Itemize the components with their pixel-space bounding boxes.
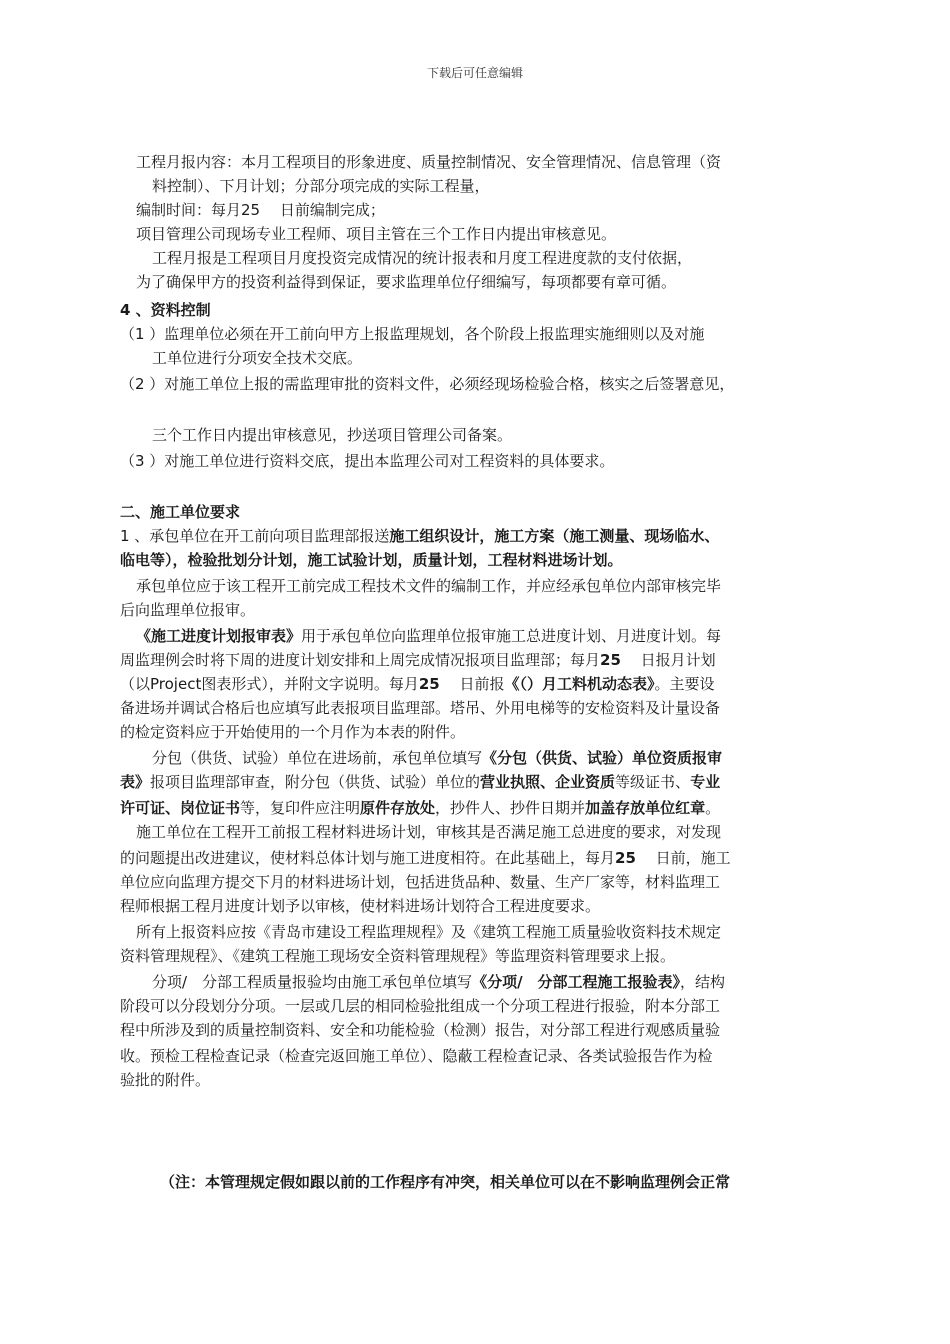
text-line: 三个工作日内提出审核意见，抄送项目管理公司备案。 xyxy=(152,426,513,444)
text-line: 单位应向监理方提交下月的材料进场计划，包括进货品种、数量、生产厂家等，材料监理工 xyxy=(120,873,721,891)
text-line: 1 、承包单位在开工前向项目监理部报送施工组织设计，施工方案（施工测量、现场临水、 xyxy=(120,527,720,545)
text-line: 为了确保甲方的投资利益得到保证，要求监理单位仔细编写，每项都要有章可循。 xyxy=(136,273,677,291)
text-line: （1 ）监理单位必须在开工前向甲方上报监理规划，各个阶段上报监理实施细则以及对施 xyxy=(120,325,705,343)
text-line: 《施工进度计划报审表》用于承包单位向监理单位报审施工总进度计划、月进度计划。每 xyxy=(136,627,722,645)
text-line: 周监理例会时将下周的进度计划安排和上周完成情况报项目监理部；每月25 日报月计划 xyxy=(120,651,716,669)
text-line: 工单位进行分项安全技术交底。 xyxy=(152,349,363,367)
text-line: （2 ）对施工单位上报的需监理审批的资料文件，必须经现场检验合格，核实之后签署意见， xyxy=(120,375,735,393)
text-line: 表》报项目监理部审查，附分包（供货、试验）单位的营业执照、企业资质等级证书、专业 xyxy=(120,773,721,791)
text-line: 阶段可以分段划分分项。一层或几层的相同检验批组成一个分项工程进行报验，附本分部工 xyxy=(120,997,721,1015)
note-line: （注：本管理规定假如跟以前的工作程序有冲突，相关单位可以在不影响监理例会正常 xyxy=(160,1173,731,1191)
text-line: 程中所涉及到的质量控制资料、安全和功能检验（检测）报告，对分部工程进行观感质量验 xyxy=(120,1021,721,1039)
text-line: 所有上报资料应按《青岛市建设工程监理规程》及《建筑工程施工质量验收资料技术规定 xyxy=(136,923,722,941)
text-line: （以Project图表形式），并附文字说明。每月25 日前报《（）月工料机动态表》。主要设 xyxy=(120,675,715,693)
text-line: 资料管理规程》、《建筑工程施工现场安全资料管理规程》等监理资料管理要求上报。 xyxy=(120,947,676,965)
text-line: 后向监理单位报审。 xyxy=(120,601,256,619)
text-line: 编制时间：每月25 日前编制完成； xyxy=(136,201,385,219)
text-line: 项目管理公司现场专业工程师、项目主管在三个工作日内提出审核意见。 xyxy=(136,225,617,243)
section-heading: 4 、资料控制 xyxy=(120,301,211,319)
text-line: 承包单位应于该工程开工前完成工程技术文件的编制工作，并应经承包单位内部审核完毕 xyxy=(136,577,722,595)
text-line: 工程月报是工程项目月度投资完成情况的统计报表和月度工程进度款的支付依据， xyxy=(152,249,693,267)
text-line: 许可证、岗位证书等，复印件应注明原件存放处，抄件人、抄件日期并加盖存放单位红章。 xyxy=(120,799,721,817)
text-line: 分项/ 分部工程质量报验均由施工承包单位填写《分项/ 分部工程施工报验表》，结构 xyxy=(152,973,726,991)
section-heading: 二、施工单位要求 xyxy=(120,503,241,521)
text-line: 临电等），检验批划分计划，施工试验计划，质量计划，工程材料进场计划。 xyxy=(120,551,623,569)
text-line: 分包（供货、试验）单位在进场前，承包单位填写《分包（供货、试验）单位资质报审 xyxy=(152,749,723,767)
text-line: 备进场并调试合格后也应填写此表报项目监理部。塔吊、外用电梯等的安检资料及计量设备 xyxy=(120,699,721,717)
text-line: 收。预检工程检查记录（检查完返回施工单位）、隐蔽工程检查记录、各类试验报告作为检 xyxy=(120,1047,713,1065)
text-line: 的检定资料应于开始使用的一个月作为本表的附件。 xyxy=(120,723,466,741)
text-line: 的问题提出改进建议，使材料总体计划与施工进度相符。在此基础上，每月25 日前，施工 xyxy=(120,849,731,867)
text-line: 料控制）、下月计划；分部分项完成的实际工程量， xyxy=(152,177,490,195)
text-line: 施工单位在工程开工前报工程材料进场计划，审核其是否满足施工总进度的要求，对发现 xyxy=(136,823,722,841)
text-line: 程师根据工程月进度计划予以审核，使材料进场计划符合工程进度要求。 xyxy=(120,897,601,915)
page-header: 下载后可任意编辑 xyxy=(426,66,523,80)
text-line: 工程月报内容：本月工程项目的形象进度、质量控制情况、安全管理情况、信息管理（资 xyxy=(136,153,722,171)
text-line: 验批的附件。 xyxy=(120,1071,211,1089)
text-line: （3 ）对施工单位进行资料交底，提出本监理公司对工程资料的具体要求。 xyxy=(120,452,615,470)
